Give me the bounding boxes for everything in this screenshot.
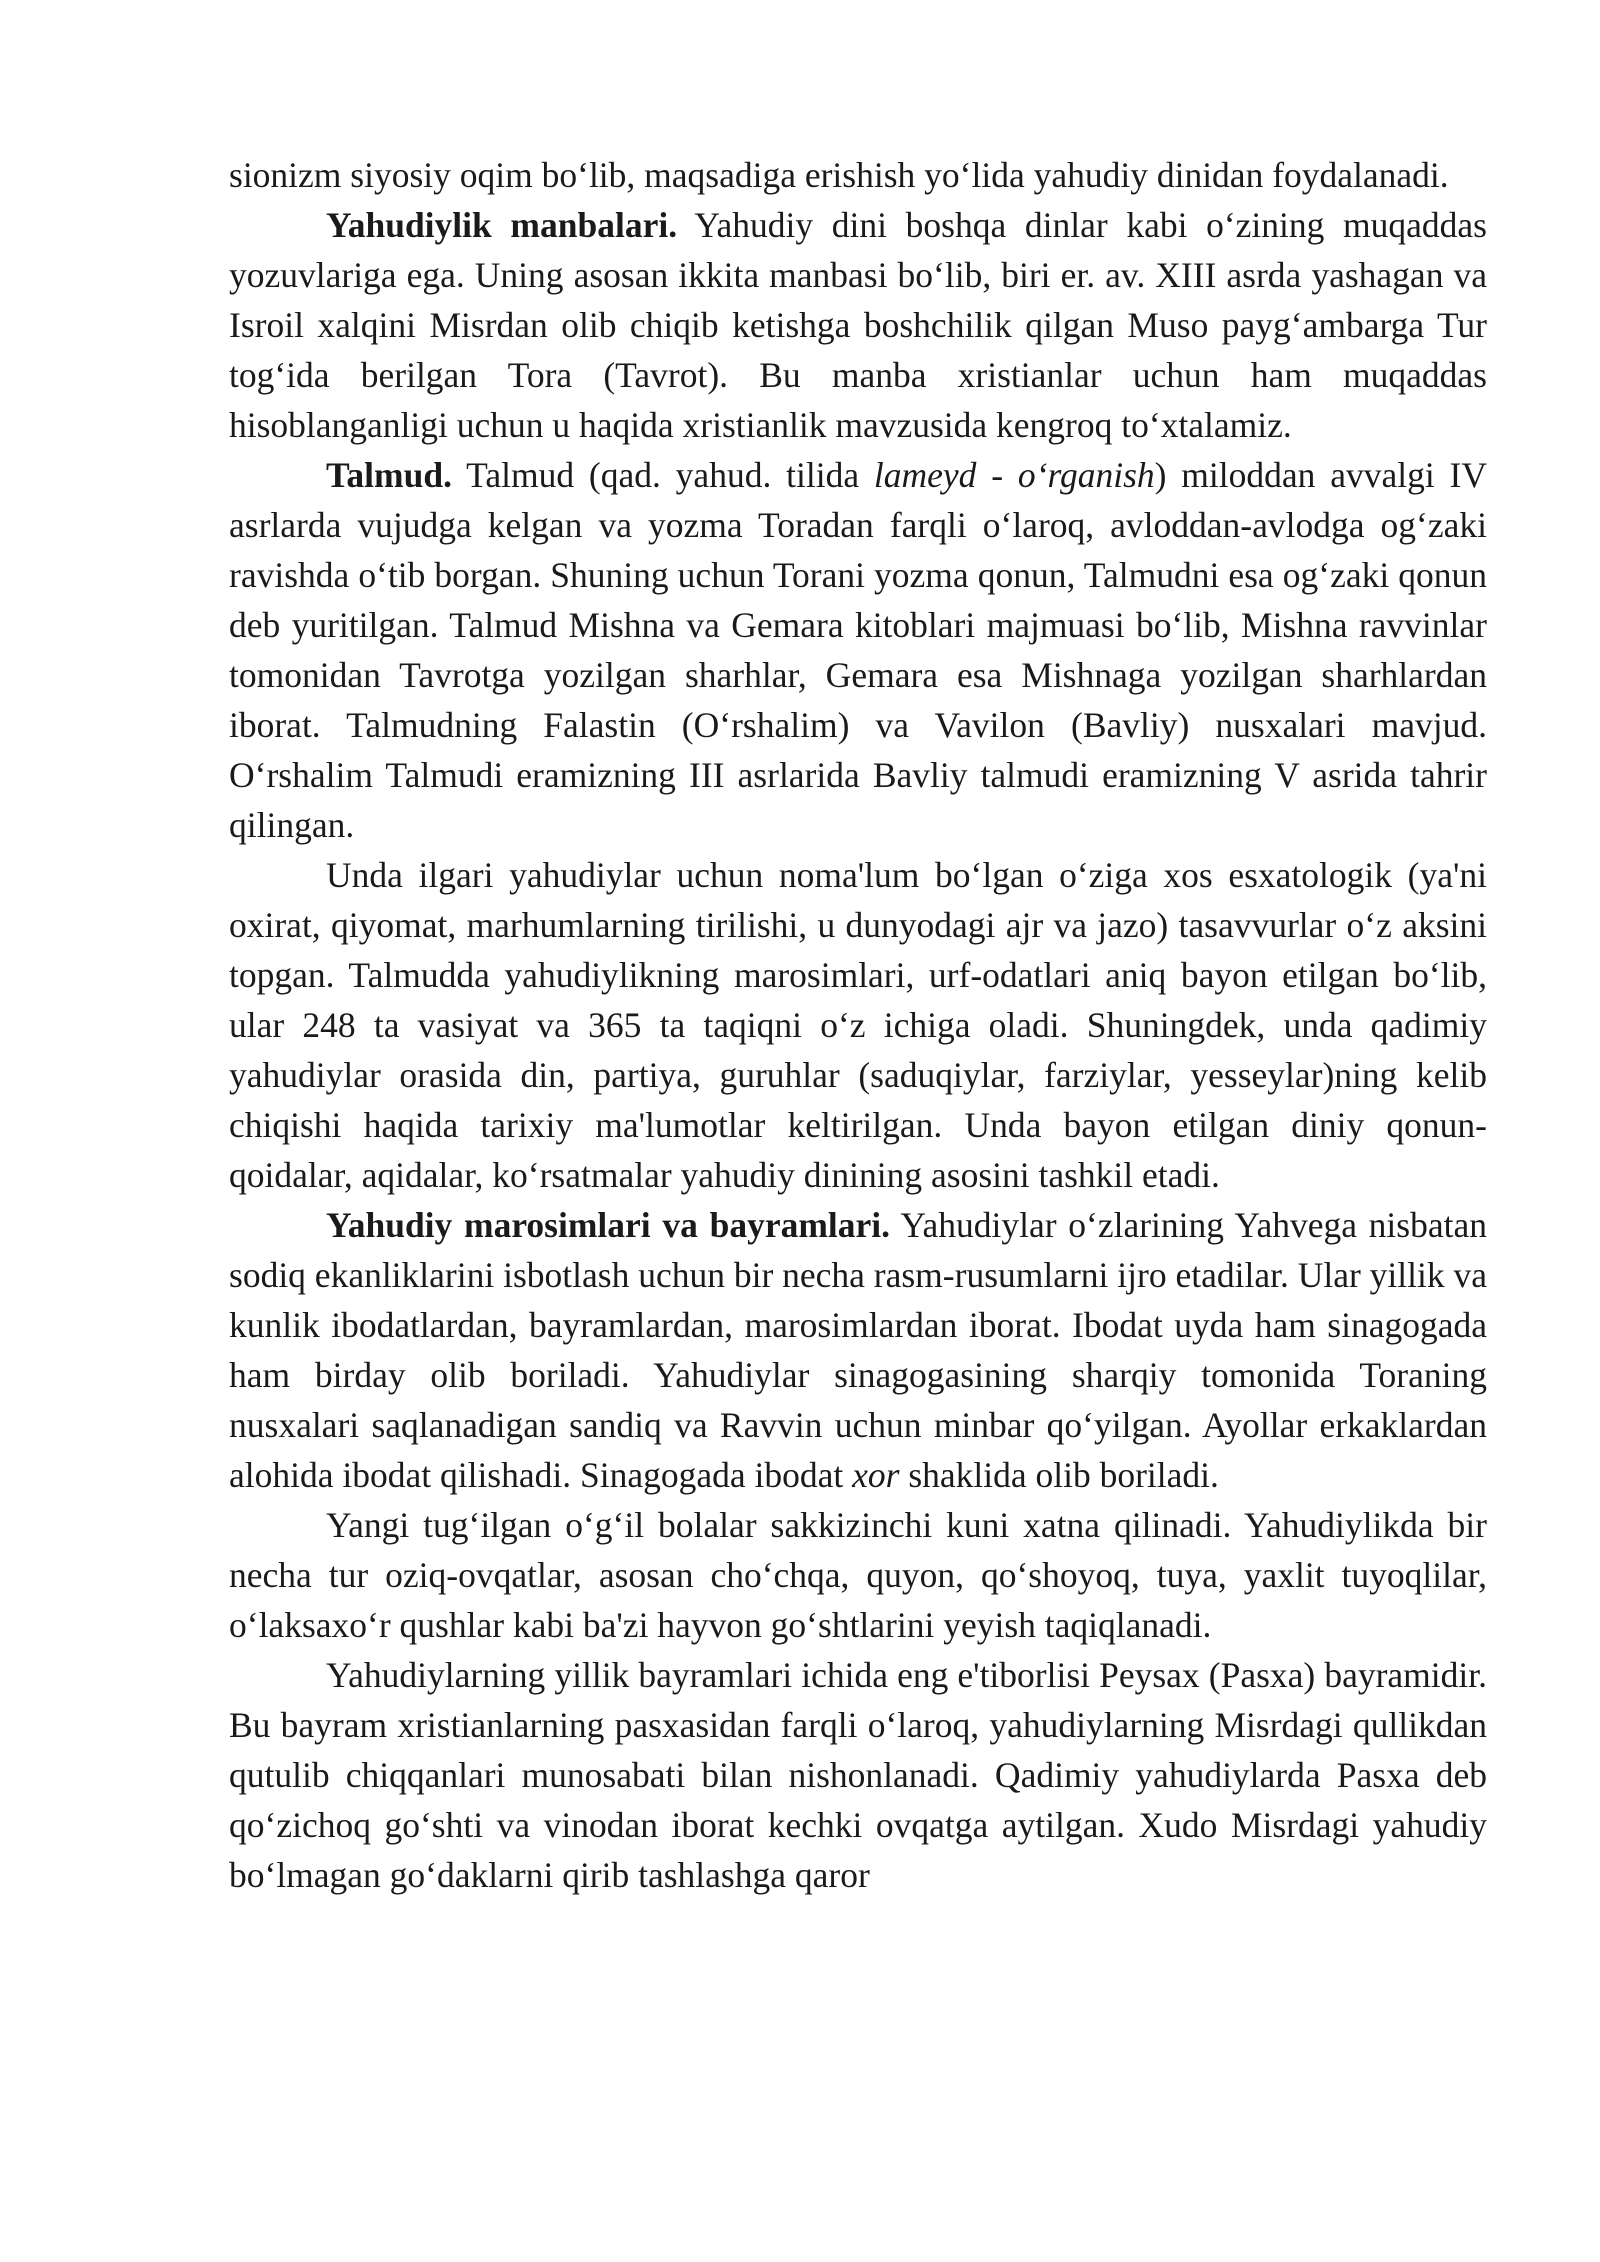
paragraph-rituals: [229, 1200, 1487, 1500]
paragraph-text: sionizm siyosiy oqim bo‘lib, maqsadiga erishish yo‘lida yahudiy dinidan foydalanadi.: [229, 155, 1449, 195]
paragraph-text: Talmud (qad. yahud. tilida: [451, 455, 874, 495]
paragraph-text: Unda ilgari yahudiylar uchun noma'lum bo‘lgan o‘ziga xos esxatologik (ya'ni oxirat, qiyomat, marhumlarning tirilishi, u dunyodagi ajr va jazo) tasavvurlar o‘z aksini topgan. Talmudda yahudiylikning marosimlari, urf-odatlari aniq bayon etilgan bo‘lib, ular 248 ta vasiyat va 365 ta taqiqni o‘z ichiga oladi. Shuningdek, unda qadimiy yahudiylar orasida din, partiya, guruhlar (saduqiylar, farziylar, yesseylar)ning kelib chiqishi haqida tarixiy ma'lumotlar keltirilgan. Unda bayon etilgan diniy qonun-qoidalar, aqidalar, ko‘rsatmalar yahudiy dinining asosini tashkil etadi.: [229, 855, 1487, 1195]
italic-term: xor: [852, 1455, 900, 1495]
paragraph-text: shaklida olib boriladi.: [899, 1455, 1219, 1495]
paragraph-text: Yahudiy dini boshqa dinlar kabi o‘zining muqaddas yozuvlariga ega. Uning asosan ikkita manbasi bo‘lib, biri er. av. XIII asrda yashagan va Isroil xalqini Misrdan olib chiqib ketishga boshchilik qilgan Muso payg‘ambarga Tur tog‘ida berilgan Tora (Tavrot). Bu manba xristianlar uchun ham muqaddas hisoblanganligi uchun u haqida xristianlik mavzusida kengroq to‘xtalamiz.: [229, 205, 1487, 445]
paragraph-intro: [229, 150, 1487, 200]
paragraph-eschatology: [229, 850, 1487, 1200]
section-heading-rituals: Yahudiy marosimlari va bayramlari.: [326, 1205, 891, 1245]
paragraph-sources: [229, 200, 1487, 450]
italic-term: lameyd - o‘rganish: [873, 455, 1155, 495]
section-heading-sources: Yahudiylik manbalari.: [326, 205, 678, 245]
paragraph-circumcision: [229, 1500, 1487, 1650]
paragraph-passover: [229, 1650, 1487, 1900]
paragraph-talmud: [229, 450, 1487, 850]
paragraph-text: Yangi tug‘ilgan o‘g‘il bolalar sakkizinchi kuni xatna qilinadi. Yahudiylikda bir necha tur oziq-ovqatlar, asosan cho‘chqa, quyon, qo‘shoyoq, tuya, yaxlit tuyoqlilar, o‘laksaxo‘r qushlar kabi ba'zi hayvon go‘shtlarini yeyish taqiqlanadi.: [229, 1505, 1487, 1645]
document-page: [229, 150, 1487, 1900]
paragraph-text: Yahudiylarning yillik bayramlari ichida eng e'tiborlisi Peysax (Pasxa) bayramidir. Bu bayram xristianlarning pasxasidan farqli o‘laroq, yahudiylarning Misrdagi qullikdan qutulib chiqqanlari munosabati bilan nishonlanadi. Qadimiy yahudiylarda Pasxa deb qo‘zichoq go‘shti va vinodan iborat kechki ovqatga aytilgan. Xudo Misrdagi yahudiy bo‘lmagan go‘daklarni qirib tashlashga qaror: [229, 1655, 1487, 1895]
paragraph-text: ) miloddan avvalgi IV asrlarda vujudga kelgan va yozma Toradan farqli o‘laroq, avloddan-avlodga og‘zaki ravishda o‘tib borgan. Shuning uchun Torani yozma qonun, Talmudni esa og‘zaki qonun deb yuritilgan. Talmud Mishna va Gemara kitoblari majmuasi bo‘lib, Mishna ravvinlar tomonidan Tavrotga yozilgan sharhlar, Gemara esa Mishnaga yozilgan sharhlardan iborat. Talmudning Falastin (O‘rshalim) va Vavilon (Bavliy) nusxalari mavjud. O‘rshalim Talmudi eramizning III asrlarida Bavliy talmudi eramizning V asrida tahrir qilingan.: [229, 455, 1487, 845]
paragraph-text: Yahudiylar o‘zlarining Yahvega nisbatan sodiq ekanliklarini isbotlash uchun bir necha rasm-rusumlarni ijro etadilar. Ular yillik va kunlik ibodatlardan, bayramlardan, marosimlardan iborat. Ibodat uyda ham sinagogada ham birday olib boriladi. Yahudiylar sinagogasining sharqiy tomonida Toraning nusxalari saqlanadigan sandiq va Ravvin uchun minbar qo‘yilgan. Ayollar erkaklardan alohida ibodat qilishadi. Sinagogada ibodat: [229, 1205, 1487, 1495]
section-heading-talmud: Talmud.: [326, 455, 452, 495]
